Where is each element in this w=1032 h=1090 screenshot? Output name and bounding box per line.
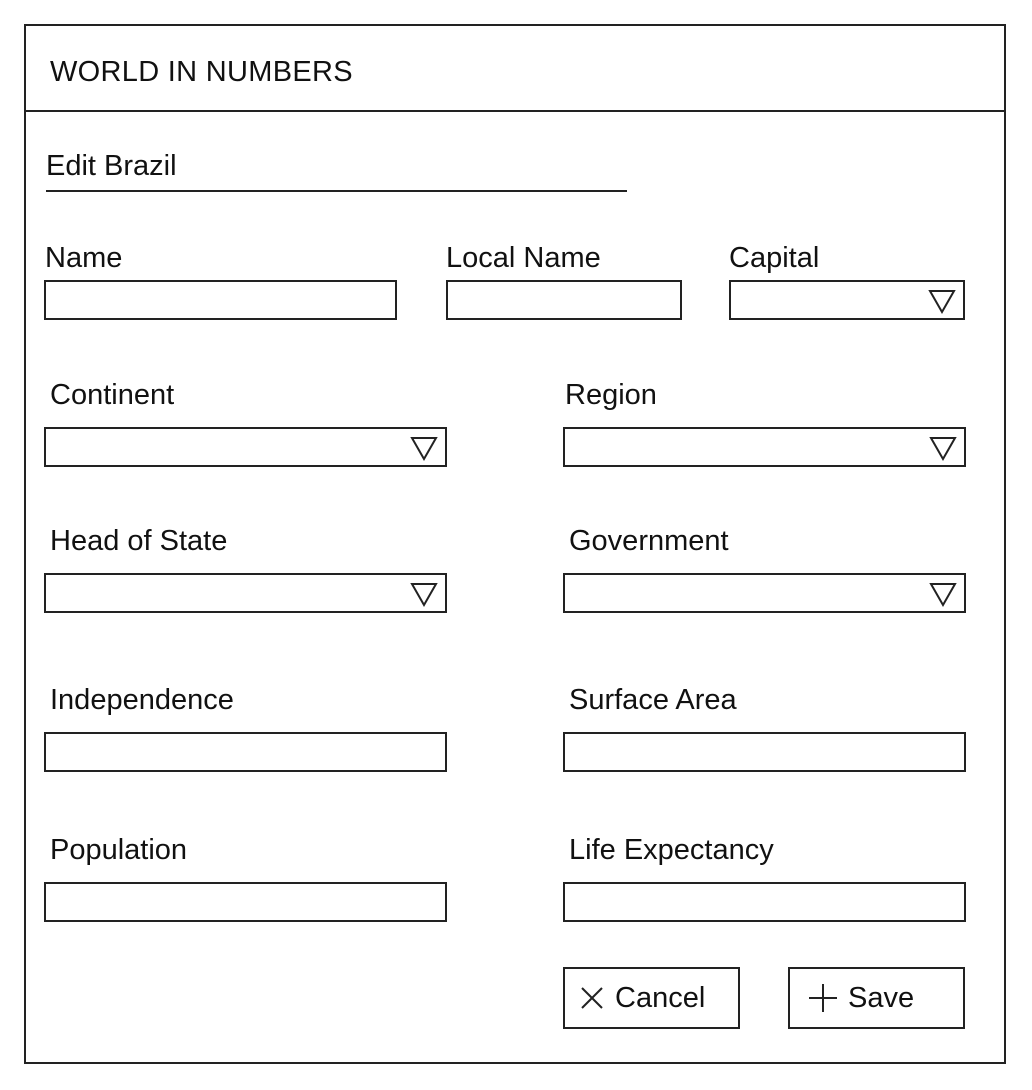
head-of-state-select[interactable] [44, 573, 447, 613]
local-name-label: Local Name [446, 242, 601, 274]
name-label: Name [45, 242, 123, 274]
surface-area-label: Surface Area [569, 684, 737, 716]
independence-input[interactable] [44, 732, 447, 772]
life-expectancy-input[interactable] [563, 882, 966, 922]
chevron-down-icon [928, 434, 958, 462]
government-select[interactable] [563, 573, 966, 613]
chevron-down-icon [927, 287, 957, 315]
close-icon [579, 985, 605, 1011]
chevron-down-icon [928, 580, 958, 608]
app-title: WORLD IN NUMBERS [50, 56, 353, 88]
head-of-state-label: Head of State [50, 525, 228, 557]
chevron-down-icon [409, 434, 439, 462]
save-button[interactable] [788, 967, 965, 1029]
local-name-input[interactable] [446, 280, 682, 320]
capital-label: Capital [729, 242, 820, 274]
life-expectancy-label: Life Expectancy [569, 834, 774, 866]
cancel-button-label: Cancel [615, 981, 706, 1014]
region-label: Region [565, 379, 657, 411]
chevron-down-icon [409, 580, 439, 608]
cancel-button[interactable] [563, 967, 740, 1029]
population-input[interactable] [44, 882, 447, 922]
form-title-underline [46, 190, 627, 192]
save-button-label: Save [848, 981, 915, 1014]
app-window [24, 24, 1006, 1064]
surface-area-input[interactable] [563, 732, 966, 772]
region-select[interactable] [563, 427, 966, 467]
name-input[interactable] [44, 280, 397, 320]
continent-label: Continent [50, 379, 175, 411]
population-label: Population [50, 834, 188, 866]
independence-label: Independence [50, 684, 234, 716]
plus-icon [808, 983, 838, 1013]
continent-select[interactable] [44, 427, 447, 467]
capital-select[interactable] [729, 280, 965, 320]
app-header [26, 26, 1004, 112]
government-label: Government [569, 525, 729, 557]
form-title: Edit Brazil [46, 150, 177, 182]
